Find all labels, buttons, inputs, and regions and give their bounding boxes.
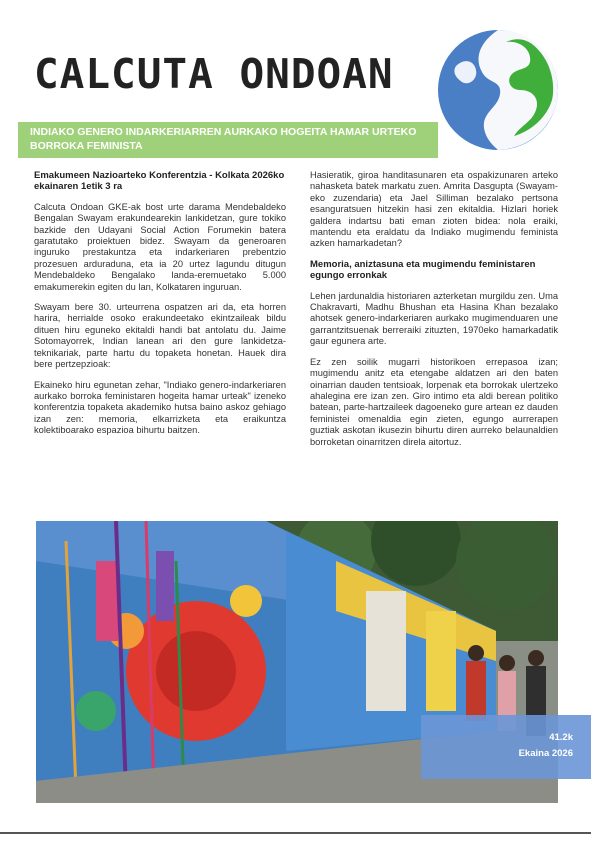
bottom-divider (0, 832, 591, 834)
stats-date: Ekaina 2026 (518, 748, 573, 759)
subtitle-banner: INDIAKO GENERO INDARKERIARREN AURKAKO HOGEITA HAMAR URTEKO BORROKA FEMINISTA (18, 122, 438, 158)
stats-count: 41.2k (549, 732, 573, 743)
paragraph: Ekaineko hiru egunetan zehar, "Indiako genero-indarkeriaren aurkako borroka feministaren hogeita hamar urteak" izeneko konferentzia topaketa akademiko hutsa baino askoz gehiago izan zen: memoria, elkarrizketa eta eraikuntza kolektiboarako espazioa bihurtu baitzen. (34, 379, 286, 436)
section-heading: Memoria, aniztasuna eta mugimendu feministaren egungo erronkak (310, 258, 536, 282)
left-column (34, 170, 286, 446)
stats-box (421, 715, 591, 779)
globe-logo-icon (436, 28, 560, 152)
masthead-title: CALCUTA ONDOAN (34, 50, 394, 98)
paragraph: Ez zen soilik mugarri historikoen errepasoa izan; mugimendu anitz eta etengabe aldatzen ari den baten oinarrian dauden tentsioak, lorpenak eta borrokak ulertzeko ahalegina ere izan zen. Giro intimo eta aldi berean politiko batean, parte-hartzaileek dagoeneko gure artean ez dauden feministei omenaldia egin zieten, egungo aurrerapen guztiak askotan ikusezin bihurtu diren aurreko belaunaldien borroketan oinarritzen direla aitortuz. (310, 356, 558, 447)
paragraph: Swayam bere 30. urteurrena ospatzen ari da, eta horren harira, herrialde osoko erakundeetako ekintzaileak bildu dituen hiru eguneko ekitaldi handi bat antolatu du. Jaime Sotomayorrek, Indian lanean ari den gure lankidetza-teknikariak, parte hartu du topaketa honetan. Hauek dira bere pertzepzioak: (34, 302, 286, 370)
paragraph: Hasieratik, giroa handitasunaren eta ospakizunaren arteko nahasketa batek markatu zuen. Amrita Dasgupta (Swayam-eko zuzendaria) eta Jael Silliman bezalako pertsona esanguratsuen hitzekin hasi zen ekitaldia. Hizlari horiek galdera indartsu bati eman zioten bidea: nola eraiki, mantendu eta eraldatu da Indiako mugimendu feminista azken hamarkadetan? (310, 170, 558, 249)
conference-heading: Emakumeen Nazioarteko Konferentzia - Kolkata 2026ko ekainaren 1etik 3 ra (34, 170, 285, 193)
right-column (310, 170, 558, 457)
paragraph: Lehen jardunaldia historiaren azterketan murgildu zen. Uma Chakravarti, Madhu Bhushan eta Hasina Khan bezalako ahotsek genero-indarkeriaren aurkako mugimenduaren une garrantzitsuenak berreraiki zituzten, 1970eko hamarkadatik gaur egunera arte. (310, 290, 558, 347)
paragraph: Calcuta Ondoan GKE-ak bost urte darama Mendebaldeko Bengalan Swayam erakundearekin lankidetzan, gure tokiko bazkide den Udayani Social Action Forumekin batera garatutako proiektuen bidez. Swayam da generoaren inguruko prestakuntza eta indarkeriaren prebentzio prozesuen arduraduna, eta ia 20 urtez lagundu ditugun Mendebaldeko Bengalako landa-eremuetako 5.000 emakumerekin egiten du lan, Kolkataren inguruan. (34, 201, 286, 292)
